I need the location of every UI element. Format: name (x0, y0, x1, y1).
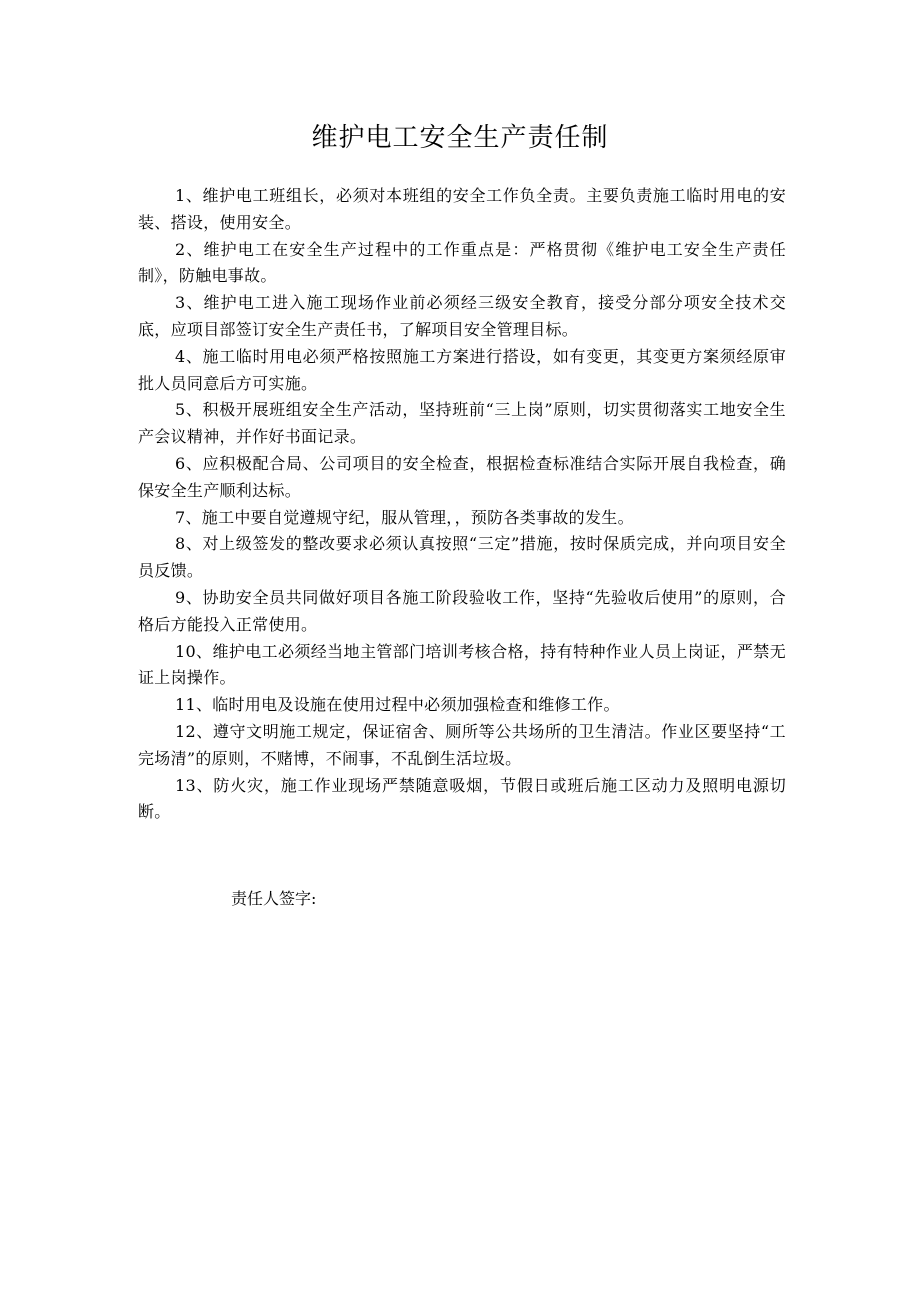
paragraph-7: 7、施工中要自觉遵规守纪，服从管理，，预防各类事故的发生。 (175, 507, 634, 527)
paragraph-2: 2、维护电工在安全生产过程中的工作重点是：严格贯彻《维护电工安全生产责任制》，防触电事故。 (138, 239, 786, 286)
paragraph-6: 6、应积极配合局、公司项目的安全检查，根据检查标准结合实际开展自我检查，确保安全生产顺利达标。 (138, 453, 786, 500)
signature-label: 责任人签字: (231, 889, 317, 908)
paragraph-1: 1、维护电工班组长，必须对本班组的安全工作负全责。主要负责施工临时用电的安装、搭设，使用安全。 (138, 186, 786, 232)
paragraph-4: 4、施工临时用电必须严格按照施工方案进行搭设，如有变更，其变更方案须经原审批人员同意后方可实施。 (138, 346, 786, 393)
paragraph-13: 13、防火灾，施工作业现场严禁随意吸烟，节假日或班后施工区动力及照明电源切断。 (138, 775, 786, 822)
paragraph-8: 8、对上级签发的整改要求必须认真按照“三定”措施，按时保质完成，并向项目安全员反馈。 (138, 534, 786, 581)
paragraph-3: 3、维护电工进入施工现场作业前必须经三级安全教育，接受分部分项安全技术交底，应项目部签订安全生产责任书，了解项目安全管理目标。 (138, 293, 786, 339)
document-title: 维护电工安全生产责任制 (311, 123, 609, 153)
paragraph-9: 9、协助安全员共同做好项目各施工阶段验收工作，坚持“先验收后使用”的原则，合格后方能投入正常使用。 (138, 587, 786, 634)
paragraph-10: 10、维护电工必须经当地主管部门培训考核合格，持有特种作业人员上岗证，严禁无证上岗操作。 (138, 641, 786, 688)
paragraph-12: 12、遵守文明施工规定，保证宿舍、厕所等公共场所的卫生清洁。作业区要坚持“工完场清”的原则，不赌博，不闹事，不乱倒生活垃圾。 (138, 721, 786, 768)
paragraph-11: 11、临时用电及设施在使用过程中必须加强检查和维修工作。 (175, 695, 620, 715)
paragraph-5: 5、积极开展班组安全生产活动，坚持班前“三上岗”原则，切实贯彻落实工地安全生产会议精神，并作好书面记录。 (138, 400, 786, 447)
document-body (138, 183, 786, 826)
